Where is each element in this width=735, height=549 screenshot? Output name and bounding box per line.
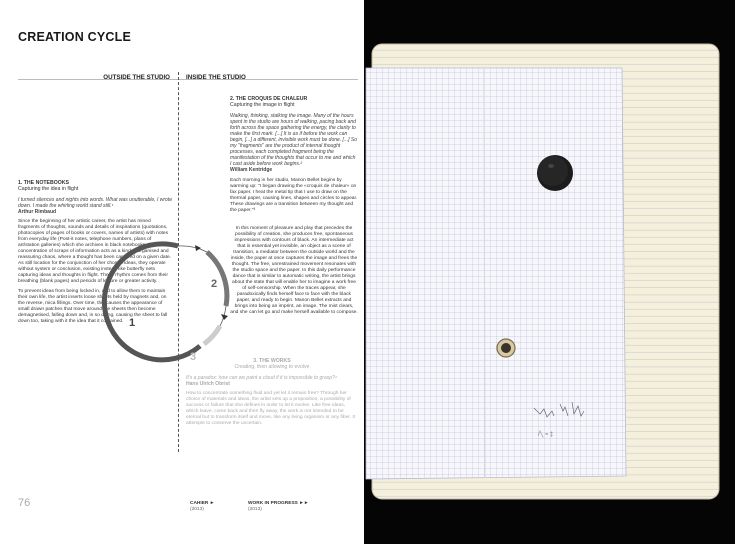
- outside-studio-label: OUTSIDE THE STUDIO: [103, 74, 170, 81]
- small-magnet-center: [501, 343, 511, 353]
- footer-link-cahier-year: (2013): [190, 507, 204, 512]
- section3-quote: It's a paradox: how can we paint a cloud if it is impossible to grasp?⁴: [186, 374, 337, 381]
- notebook-photo: [364, 0, 735, 544]
- section1-paragraph-2: To prevent ideas from being locked in, and to allow them to maintain their own life, the artist inserts loose sheets held by magnets and, on the reverse, mica fillings. Over time, this causes the appearance of small drawn patches that move around the sheets then become demagnetised, falling down and, in so doing, causing the sheet to fall down too, taking with it the idea that it contained.: [18, 288, 168, 324]
- left-page: [0, 0, 364, 544]
- cycle-label-2: 2: [211, 278, 218, 290]
- section-works: [186, 358, 358, 431]
- footer-link-work-in-progress[interactable]: [248, 501, 309, 513]
- magnet-highlight: [548, 164, 554, 168]
- section2-quote: Walking, thinking, stalking the image. Many of the hours spent in the studio are hours of walking, pacing back and forth across the space gathering the energy, the clarity to make the first mark. [...] It is as if before the work can begin, [...] a different, invisible work must be done. [...] So my "fragments" are the product of internal thought processes, each completed fragment being the manifestation of the thoughts that occur to me and which I cast aside before work begins.²: [230, 112, 358, 168]
- section2-heading: 2. THE CROQUIS DE CHALEUR: [230, 96, 308, 102]
- section3-heading: 3. THE WORKS: [253, 358, 291, 364]
- magnet-face: [538, 156, 568, 186]
- cycle-label-1: 1: [129, 317, 136, 329]
- footer-link-wip-year: (2013): [248, 507, 262, 512]
- graph-paper-sheet: [366, 68, 626, 479]
- section1-subheading: Capturing the idea in flight: [18, 186, 79, 193]
- inside-studio-label: INSIDE THE STUDIO: [186, 74, 246, 81]
- section-croquis: [230, 96, 358, 218]
- section2-subheading: Capturing the image in flight: [230, 102, 295, 109]
- cycle-arrow-1: [195, 245, 201, 251]
- page-title: CREATION CYCLE: [18, 30, 131, 44]
- section2-paragraph-1: Each morning in her studio, Manon Bellet begins by warming up: "I began drawing the «croquis de chaleur» on fax paper. I heat the metal tip that I use to draw on the thermal paper, causing lines, shapes and circles to appear. These drawings are a transition between my thought and the paper."³: [230, 177, 358, 213]
- section1-heading: 1. THE NOTEBOOKS: [18, 180, 70, 186]
- footer-link-cahier[interactable]: [190, 501, 214, 513]
- section3-subheading: Creating, then allowing to evolve: [234, 364, 310, 371]
- right-page-photo: [364, 0, 735, 544]
- section1-quote-author: Arthur Rimbaud: [18, 208, 57, 215]
- cycle-label-3: 3: [190, 351, 197, 363]
- cycle-arc-1: [104, 244, 200, 360]
- footer-link-wip-label: WORK IN PROGRESS ►►: [248, 501, 309, 506]
- section2-quote-author: William Kentridge: [230, 167, 273, 174]
- section2-centered: [230, 226, 358, 320]
- section3-paragraph-1: How to concentrate something fluid and yet let it remain free? Through her choice of materials and ideas, the artist sets up a proposition, a possibility of success or failure that she defines in order to let it evolve. Like free ideas, which leave, come back and then fly away, the work is not intended to be eternal but to transform itself and move, like any living organism or any fiber. It attempts to conserve the uncertain.: [186, 390, 356, 426]
- section1-paragraph-1: Since the beginning of her artistic career, the artist has mined fragments of thoughts, sounds and details of inspirations (quotations, photocopies of pages of books or covers, names of artists) with notes from everyday life (Post-it notes, telephone numbers, plans of art/station galleries) which she archives in black notebooks. This concentration of scraps of information acts as a kind of organised and reassuring chaos, where a thought has been captured on a given date. As still location for the conjunction of her chosen ideas, they operate without system or conclusion, existing instead like butterfly nets capturing ideas and thoughts in flight. These rhythm comes from their breathing (blank pages) and periods of leisure or greater activity.: [18, 218, 172, 284]
- section3-quote-author: Hans Ulrich Obrist: [186, 380, 230, 387]
- footer-link-cahier-label: CAHIER ►: [190, 501, 215, 506]
- creation-cycle-diagram: [100, 224, 240, 364]
- page-number: 76: [18, 497, 31, 509]
- handwritten-note: /╲ ≈ ‡: [538, 432, 554, 438]
- section2-paragraph-2: In this moment of pleasure and play that precedes the possibility of creation, she produces free, spontaneous impressions with contours of black. An intermediate act that is essential yet invisible, an object as a scene of transition, a mediator between the outside world and the inside, the paper at once captures the image and frees the thought. The free, unrestrained movement resonates with the studio space and the paper. In this daily performance dance that is similar to automatic writing, the artist brings about the state that will enable her to imagine a work free of self-censorship. When the traces appear, she paradoxically finds herself face to face with the black paper, and ready to begin. Manon Bellet extracts and brings into being an imprint, an image. The mist clears, and she can let go and make herself available to compose.: [230, 226, 358, 315]
- cycle-connector-1: [178, 246, 207, 252]
- section1-quote: I turned silences and nights into words. What was unutterable, I wrote down. I made the whirling world stand still.¹: [18, 196, 172, 209]
- cycle-arc-3: [204, 326, 220, 344]
